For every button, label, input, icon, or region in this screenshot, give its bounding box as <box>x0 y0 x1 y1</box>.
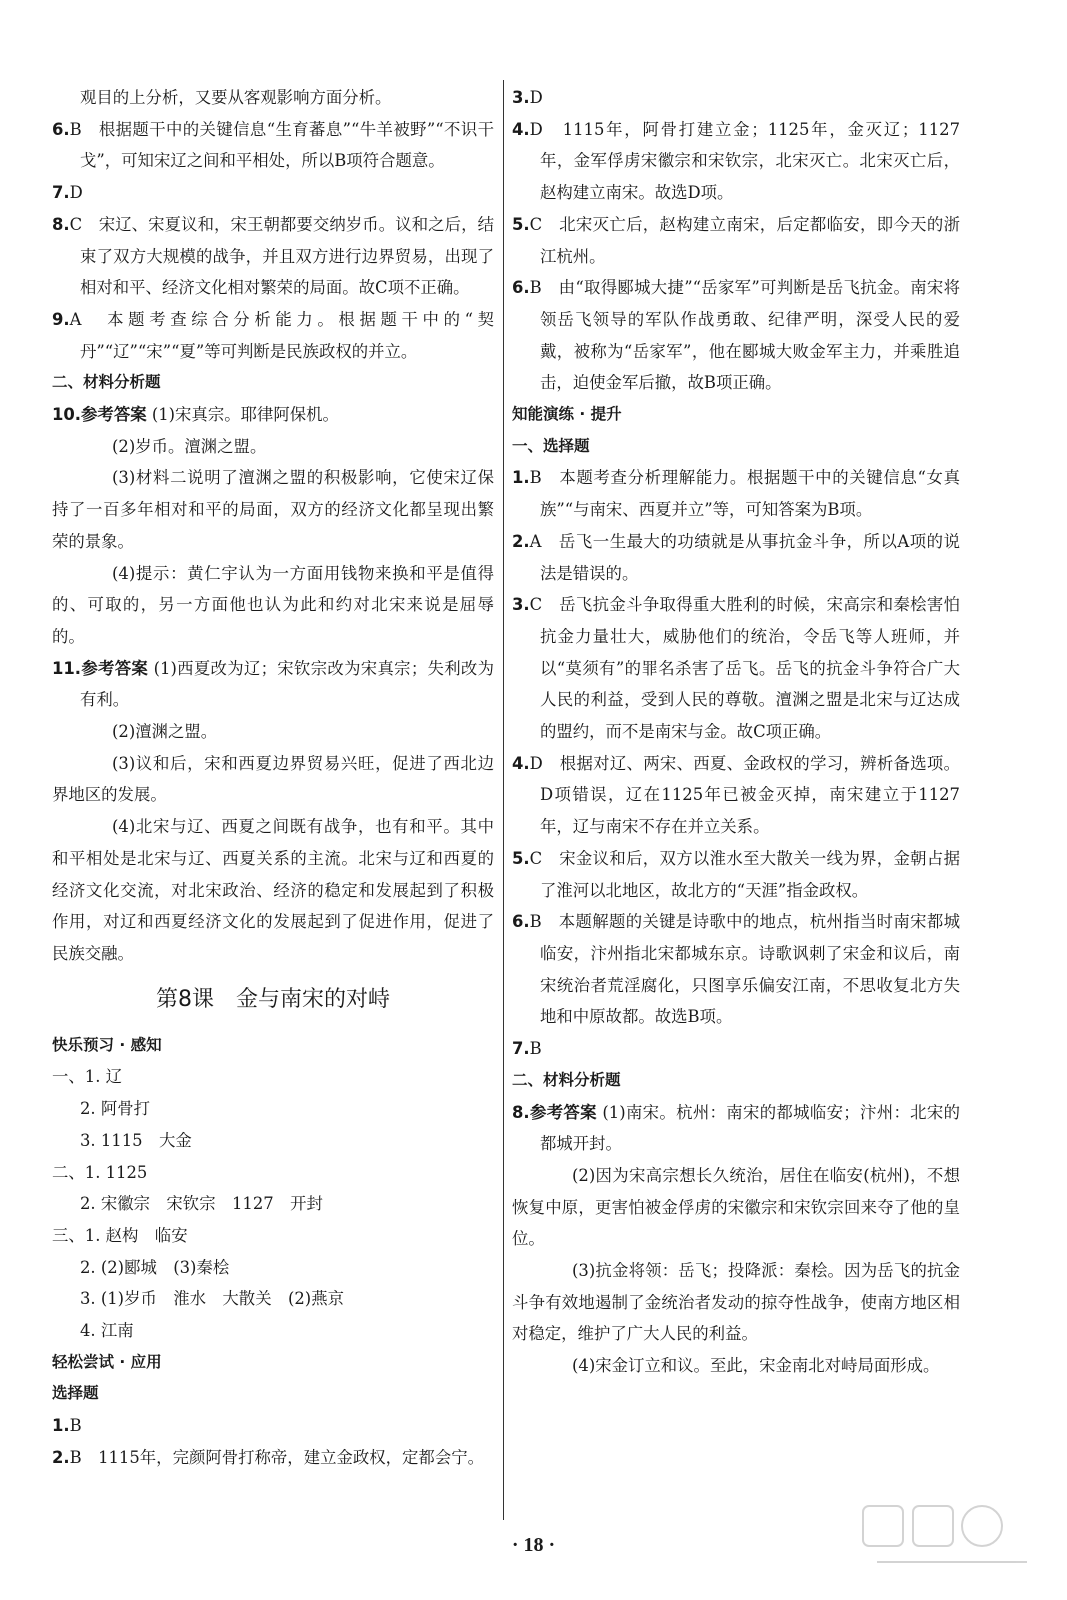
right-column <box>512 82 960 1382</box>
answer-text: (1)南宋。杭州：南宋的都城临安；汴州：北宋的都城开封。 <box>540 1102 961 1154</box>
answer-item <box>52 399 494 431</box>
question-number: 6. <box>512 278 530 298</box>
watermark-logo <box>857 1500 1047 1580</box>
question-number: 2. <box>512 531 530 551</box>
answer-item <box>52 1442 494 1474</box>
answer-label: 参考答案 <box>529 1102 597 1122</box>
question-number: 6. <box>52 119 70 139</box>
answer-item <box>512 1033 960 1065</box>
question-number: 5. <box>512 214 530 234</box>
answer-label: 参考答案 <box>81 658 149 678</box>
answer-text: D 1115年，阿骨打建立金；1125年，金灭辽；1127年，金军俘虏宋徽宗和宋钦宗，北宋灭亡。北宋灭亡后，赵构建立南宋。故选D项。 <box>529 119 960 203</box>
page-number: · 18 · <box>511 1534 556 1556</box>
section-heading: 知能演练 · 提升 <box>512 405 622 424</box>
preview-item: 2. (2)郾城 (3)秦桧 <box>80 1257 230 1277</box>
answer-text: C 北宋灭亡后，赵构建立南宋，后定都临安，即今天的浙江杭州。 <box>529 214 960 266</box>
question-number: 4. <box>512 119 530 139</box>
answer-sub-item: (2)岁币。澶渊之盟。 <box>112 436 267 456</box>
column-divider <box>503 80 504 1520</box>
section-heading: 二、材料分析题 <box>52 373 161 392</box>
answer-sub-item: (3)议和后，宋和西夏边界贸易兴旺，促进了西北边界地区的发展。 <box>52 753 494 805</box>
answer-text: C 宋金议和后，双方以淮水至大散关一线为界，金朝占据了淮河以北地区，故北方的“天涯”指金政权。 <box>529 848 960 900</box>
answer-item <box>512 209 960 272</box>
answer-item <box>512 82 960 114</box>
answer-continuation: 观目的上分析，又要从客观影响方面分析。 <box>80 88 392 107</box>
section-heading: 轻松尝试 · 应用 <box>52 1352 162 1371</box>
preview-item: 二、1. 1125 <box>52 1162 148 1182</box>
answer-text: D 根据对辽、两宋、西夏、金政权的学习，辨析备选项。D项错误，辽在1125年已被金灭掉，南宋建立于1127年，辽与南宋不存在并立关系。 <box>529 753 960 837</box>
preview-item: 2. 阿骨打 <box>80 1099 151 1119</box>
answer-text: B <box>69 1416 82 1436</box>
answer-text: B 1115年，完颜阿骨打称帝，建立金政权，定都会宁。 <box>69 1447 484 1467</box>
answer-text: A 本题考查综合分析能力。根据题干中的“契丹”“辽”“宋”“夏”等可判断是民族政权的并立。 <box>69 309 494 361</box>
preview-item: 4. 江南 <box>80 1321 134 1341</box>
question-number: 2. <box>52 1447 70 1467</box>
answer-text: D <box>529 88 543 107</box>
question-number: 7. <box>512 1039 530 1059</box>
answer-item <box>52 177 494 209</box>
question-number: 5. <box>512 848 530 868</box>
answer-text: C 岳飞抗金斗争取得重大胜利的时候，宋高宗和秦桧害怕抗金力量壮大，威胁他们的统治，令岳飞等人班师，并以“莫须有”的罪名杀害了岳飞。岳飞的抗金斗争符合广大人民的利益，受到人民的尊敬。澶渊之盟是北宋与辽达成的盟约，而不是南宋与金。故C项正确。 <box>529 595 960 742</box>
answer-item <box>52 1410 494 1442</box>
answer-sub-item: (2)澶渊之盟。 <box>112 722 218 742</box>
answer-text: B 本题解题的关键是诗歌中的地点，杭州指当时南宋都城临安，汴州指北宋都城东京。诗歌讽刺了宋金和议后，南宋统治者荒淫腐化，只图享乐偏安江南，不思收复北方失地和中原故都。故选B项。 <box>529 912 960 1027</box>
section-heading: 选择题 <box>52 1384 99 1403</box>
answer-text: C 宋辽、宋夏议和，宋王朝都要交纳岁币。议和之后，结束了双方大规模的战争，并且双方进行边界贸易，出现了相对和平、经济文化相对繁荣的局面。故C项不正确。 <box>69 214 494 298</box>
answer-text: B <box>529 1039 542 1059</box>
answer-sub-item: (3)材料二说明了澶渊之盟的积极影响，它使宋辽保持了一百多年相对和平的局面，双方的经济文化都呈现出繁荣的景象。 <box>52 468 494 551</box>
question-number: 11. <box>52 658 82 678</box>
section-heading: 一、选择题 <box>512 436 590 455</box>
question-number: 8. <box>512 1102 530 1122</box>
preview-item: 一、1. 辽 <box>52 1067 123 1087</box>
answer-label: 参考答案 <box>81 405 147 425</box>
answer-item <box>52 209 494 304</box>
question-number: 1. <box>512 468 530 488</box>
answer-sub-item: (3)抗金将领：岳飞；投降派：秦桧。因为岳飞的抗金斗争有效地遏制了金统治者发动的掠夺性战争，使南方地区相对稳定，维护了广大人民的利益。 <box>512 1261 960 1344</box>
section-heading: 快乐预习 · 感知 <box>52 1035 162 1054</box>
answer-item <box>512 272 960 399</box>
answer-sub-item: (4)北宋与辽、西夏之间既有战争，也有和平。其中和平相处是北宋与辽、西夏关系的主流。北宋与辽和西夏的经济文化交流，对北宋政治、经济的稳定和发展起到了积极作用，对辽和西夏经济文化的发展起到了促进作用，促进了民族交融。 <box>52 817 494 963</box>
answer-item <box>52 114 494 177</box>
answer-item <box>52 653 494 716</box>
question-number: 10. <box>52 405 82 425</box>
answer-sub-item: (2)因为宋高宗想长久统治，居住在临安(杭州)，不想恢复中原，更害怕被金俘虏的宋徽宗和宋钦宗回来夺了他的皇位。 <box>512 1165 960 1249</box>
question-number: 6. <box>512 912 530 932</box>
answer-text: B 根据题干中的关键信息“生育蕃息”“牛羊被野”“不识干戈”，可知宋辽之间和平相处，所以B项符合题意。 <box>69 119 494 171</box>
preview-item: 3. 1115 大金 <box>80 1130 192 1150</box>
answer-sub-item: (4)宋金订立和议。至此，宋金南北对峙局面形成。 <box>572 1356 940 1376</box>
answer-item <box>512 1097 960 1160</box>
answer-item <box>512 843 960 906</box>
answer-text: D <box>69 183 83 203</box>
section-heading: 二、材料分析题 <box>512 1070 621 1089</box>
answer-item <box>512 462 960 525</box>
preview-item: 2. 宋徽宗 宋钦宗 1127 开封 <box>80 1194 323 1214</box>
question-number: 7. <box>52 183 70 203</box>
answer-text: (1)西夏改为辽；宋钦宗改为宋真宗；失利改为有利。 <box>80 658 495 710</box>
question-number: 3. <box>512 88 530 107</box>
question-number: 4. <box>512 753 530 773</box>
answer-text: B 本题考查分析理解能力。根据题干中的关键信息“女真族”“与南宋、西夏并立”等，可知答案为B项。 <box>529 468 960 520</box>
lesson-title: 第8课 金与南宋的对峙 <box>156 986 390 1012</box>
answer-item <box>52 304 494 367</box>
preview-item: 三、1. 赵构 临安 <box>52 1225 188 1245</box>
answer-item <box>512 906 960 1033</box>
left-column <box>52 82 494 1474</box>
answer-item <box>512 114 960 209</box>
answer-text: B 由“取得郾城大捷”“岳家军”可判断是岳飞抗金。南宋将领岳飞领导的军队作战勇敢、纪律严明，深受人民的爱戴，被称为“岳家军”，他在郾城大败金军主力，并乘胜追击，迫使金军后撤，故B项正确。 <box>529 278 960 393</box>
question-number: 3. <box>512 595 530 615</box>
question-number: 1. <box>52 1416 70 1436</box>
answer-item <box>512 526 960 589</box>
answer-item <box>512 589 960 748</box>
preview-item: 3. (1)岁币 淮水 大散关 (2)燕京 <box>80 1289 344 1309</box>
answer-sub-item: (4)提示：黄仁宇认为一方面用钱物来换和平是值得的、可取的，另一方面他也认为此和约对北宋来说是屈辱的。 <box>52 563 494 646</box>
question-number: 8. <box>52 214 70 234</box>
question-number: 9. <box>52 309 70 329</box>
answer-text: A 岳飞一生最大的功绩就是从事抗金斗争，所以A项的说法是错误的。 <box>529 531 960 583</box>
answer-item <box>512 748 960 843</box>
answer-text: (1)宋真宗。耶律阿保机。 <box>151 405 339 425</box>
